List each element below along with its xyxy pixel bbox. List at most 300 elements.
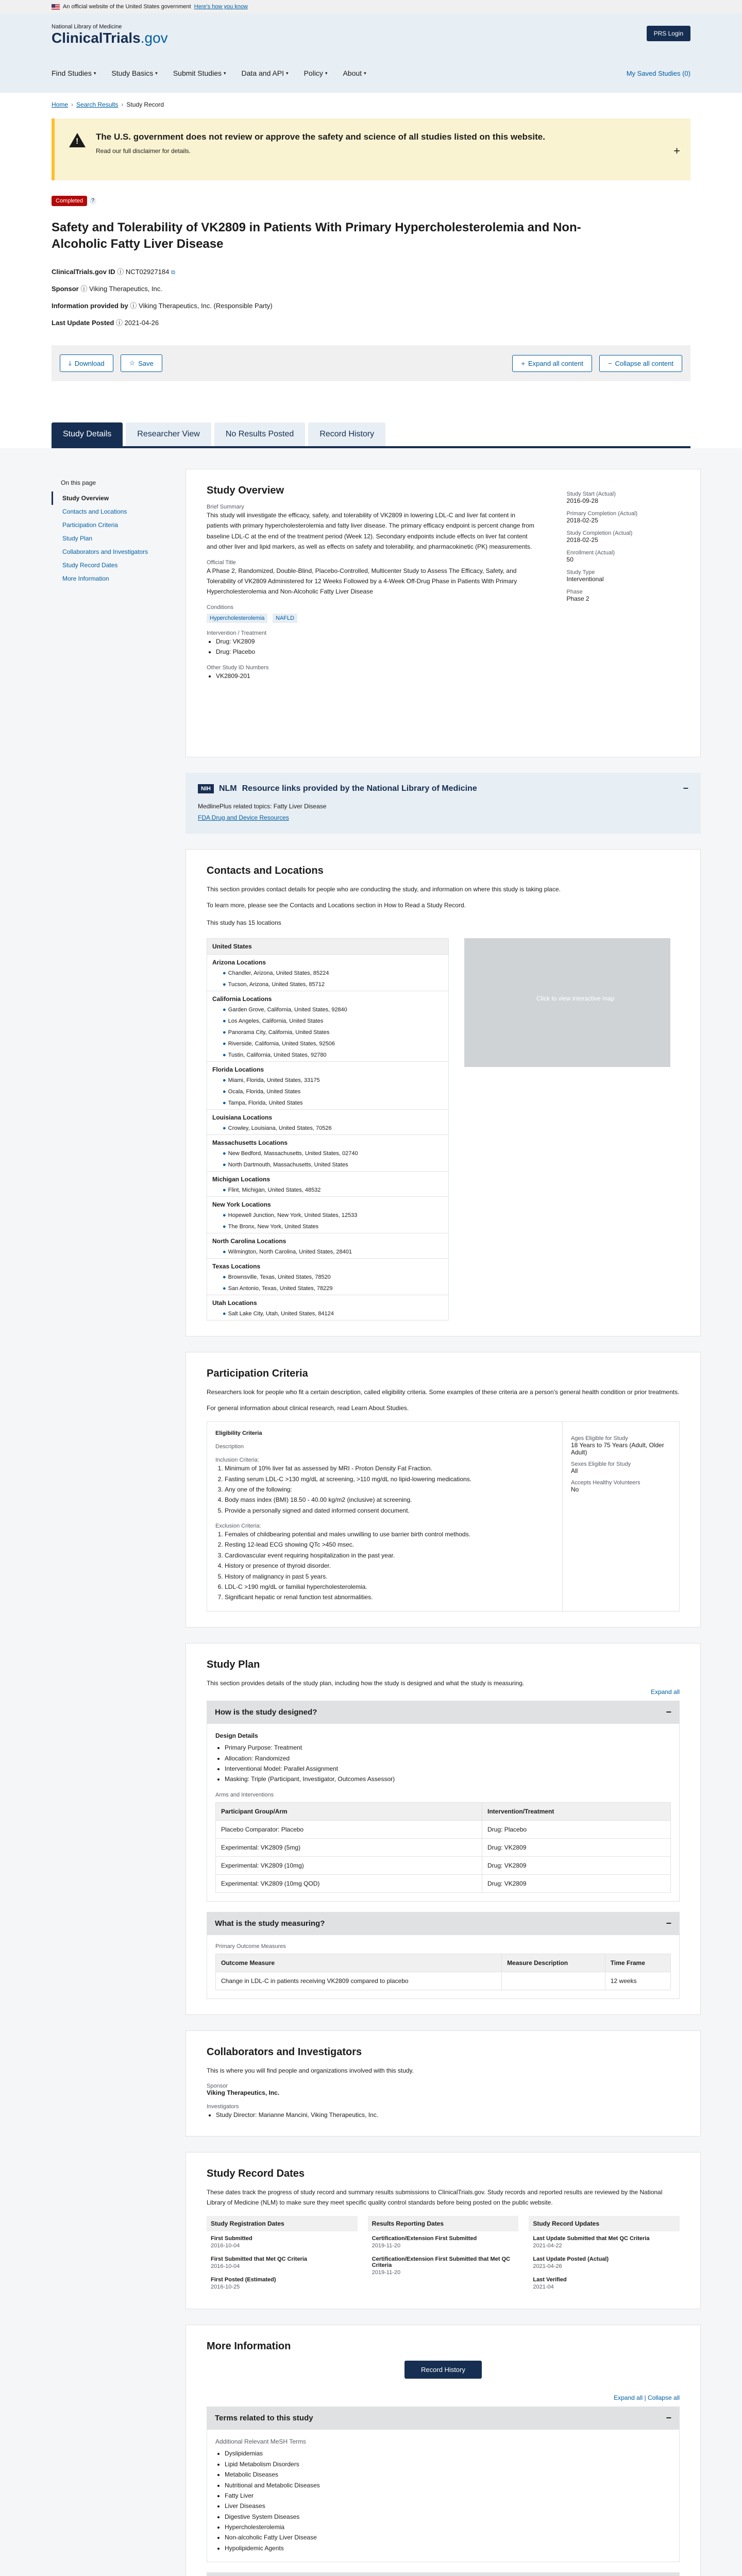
list-item[interactable] bbox=[207, 1210, 448, 1222]
table-row bbox=[216, 1874, 671, 1892]
list-item: • Metabolic Diseases bbox=[225, 2469, 671, 2480]
medlineplus-line: MedlinePlus related topics: Fatty Liver Disease bbox=[198, 803, 327, 810]
exclusion-list bbox=[215, 1529, 554, 1603]
location-pin-icon: ● bbox=[223, 1224, 226, 1230]
alert-title: The U.S. government does not review or approve the safety and science of all studies listed on this website. bbox=[96, 132, 545, 142]
tab-study-details[interactable]: Study Details bbox=[52, 422, 123, 446]
date-label: Certification/Extension First Submitted bbox=[372, 2235, 477, 2242]
brief-summary-label: Brief Summary bbox=[207, 504, 244, 510]
table-row bbox=[216, 1820, 671, 1838]
nav-submit-studies[interactable] bbox=[173, 69, 226, 77]
date-label: Last Update Submitted that Met QC Criteria bbox=[533, 2235, 650, 2242]
location-pin-icon: ● bbox=[223, 1249, 226, 1256]
list-item: 7. Significant hepatic or renal function test abnormalities. bbox=[225, 1592, 554, 1602]
contacts-learn: To learn more, please see the Contacts and Locations section in How to Read a Study Record. bbox=[207, 901, 466, 909]
tab-no-results[interactable]: No Results Posted bbox=[214, 422, 306, 446]
list-item[interactable] bbox=[207, 1016, 448, 1027]
last-update-label: Last Update Posted bbox=[52, 318, 114, 327]
study-overview-section bbox=[185, 469, 701, 757]
side-nav-more-info[interactable]: More Information bbox=[62, 575, 109, 582]
column-header: Study Registration Dates bbox=[207, 2216, 358, 2231]
list-item[interactable] bbox=[207, 1098, 448, 1109]
fact-label: Study Start (Actual) bbox=[566, 491, 616, 497]
other-ids-label: Other Study ID Numbers bbox=[207, 664, 269, 671]
accordion-title: What is the study measuring? bbox=[215, 1919, 325, 1928]
page-title: Safety and Tolerability of VK2809 in Patients With Primary Hypercholesterolemia and Non-Alcoholic Fatty Liver Disease bbox=[52, 221, 581, 251]
location-pin-icon: ● bbox=[223, 1162, 226, 1168]
fact-value: 2018-02-25 bbox=[566, 536, 598, 544]
breadcrumb-current: Study Record bbox=[126, 101, 164, 108]
country-label: United States bbox=[207, 939, 448, 954]
date-label: Last Verified bbox=[533, 2277, 567, 2283]
sponsor-value: Viking Therapeutics, Inc. bbox=[89, 284, 162, 293]
fact-label: Study Completion (Actual) bbox=[566, 530, 633, 536]
sponsor-label: Sponsor bbox=[207, 2083, 228, 2090]
fact-value: Interventional bbox=[566, 575, 604, 583]
side-nav-study-plan[interactable]: Study Plan bbox=[62, 535, 93, 542]
location-city: Hopewell Junction, New York, United States, 12533 bbox=[228, 1212, 358, 1219]
logo-main: ClinicalTrials bbox=[52, 30, 141, 46]
side-nav-study-overview[interactable]: Study Overview bbox=[52, 492, 170, 505]
condition-chip[interactable]: Hypercholesterolemia bbox=[207, 614, 267, 623]
last-update-value: 2021-04-26 bbox=[124, 318, 159, 327]
collaborators-section bbox=[185, 2030, 701, 2137]
primary-outcome-label: Primary Outcome Measures bbox=[215, 1943, 286, 1950]
conditions-label: Conditions bbox=[207, 604, 233, 611]
more-info-section: More Information Record History Expand all | Collapse all Terms related to this study − Additional Relevant MeSH Terms • Dyslipidemias • Lipid Metabolism Disorders • Metabolic Diseases • Nutritional and Metabolic Diseases • Fatty Liver • Liver Diseases • Digestive System Diseases • Hypercholesterolemia • Non-alcoholic Fatty Liver Disease • Hypolipidemic Agents bbox=[185, 2325, 701, 2576]
table-cell: Experimental: VK2809 (10mg) bbox=[216, 1856, 482, 1874]
eligibility-side-label: Sexes Eligible for Study bbox=[571, 1461, 631, 1468]
nav-label: Data and API bbox=[241, 69, 284, 77]
location-state: California Locations bbox=[207, 991, 448, 1005]
arms-table bbox=[215, 1802, 671, 1893]
list-item[interactable] bbox=[207, 1272, 448, 1283]
measuring-accordion[interactable] bbox=[207, 1912, 680, 1935]
location-city: Los Angeles, California, United States bbox=[228, 1018, 324, 1025]
table-cell: Change in LDL-C in patients receiving VK2809 compared to placebo bbox=[216, 1972, 502, 1990]
terms-body bbox=[207, 2430, 680, 2562]
list-item: • Drug: Placebo bbox=[216, 647, 536, 657]
collapse-icon: − bbox=[666, 1707, 671, 1718]
list-item[interactable] bbox=[207, 1075, 448, 1087]
nav-label: Policy bbox=[303, 69, 323, 77]
study-plan-section bbox=[185, 1643, 701, 2015]
on-page-heading: On this page bbox=[61, 479, 96, 486]
location-city: Garden Grove, California, United States, 92840 bbox=[228, 1007, 347, 1013]
list-item[interactable] bbox=[207, 1123, 448, 1134]
record-dates-column bbox=[368, 2216, 519, 2293]
date-label: First Submitted that Met QC Criteria bbox=[211, 2256, 308, 2263]
location-city: Brownsville, Texas, United States, 78520 bbox=[228, 1274, 331, 1281]
location-state: Arizona Locations bbox=[207, 954, 448, 968]
location-pin-icon: ● bbox=[223, 1150, 226, 1157]
copy-icon[interactable]: ⧉ bbox=[171, 269, 175, 276]
list-item: • Masking: Triple (Participant, Investigator, Outcomes Assessor) bbox=[225, 1774, 671, 1784]
info-provided-line bbox=[52, 300, 690, 310]
location-pin-icon: ● bbox=[223, 1274, 226, 1281]
study-id: NCT02927184 bbox=[125, 267, 170, 276]
nlm-mark: NLM bbox=[218, 784, 237, 793]
record-history-button[interactable]: Record History bbox=[404, 2361, 482, 2379]
list-item: 1. Females of childbearing potential and males unwilling to use barrier birth control methods. bbox=[225, 1529, 554, 1539]
table-cell: Experimental: VK2809 (10mg QOD) bbox=[216, 1874, 482, 1892]
date-label: Certification/Extension First Submitted that Met QC Criteria bbox=[372, 2256, 510, 2269]
column-header: Participant Group/Arm bbox=[216, 1802, 482, 1820]
section-heading: Study Plan bbox=[207, 1658, 260, 1670]
list-item: • Hypolipidemic Agents bbox=[225, 2543, 671, 2553]
location-city: Flint, Michigan, United States, 48532 bbox=[228, 1187, 321, 1194]
list-item: • Non-alcoholic Fatty Liver Disease bbox=[225, 2532, 671, 2543]
logo-suffix: .gov bbox=[140, 30, 168, 46]
expand-all-link[interactable]: Expand all bbox=[614, 2394, 643, 2402]
fact-value: 2016-09-28 bbox=[566, 497, 598, 504]
expand-icon[interactable]: + bbox=[673, 144, 680, 157]
inclusion-list bbox=[215, 1463, 554, 1516]
terms-label: Additional Relevant MeSH Terms bbox=[215, 2438, 306, 2446]
list-item: • Nutritional and Metabolic Diseases bbox=[225, 2480, 671, 2490]
location-city: Miami, Florida, United States, 33175 bbox=[228, 1077, 320, 1084]
nav-data-api[interactable] bbox=[242, 69, 289, 77]
section-heading: More Information bbox=[207, 2341, 291, 2352]
heres-how-link[interactable]: Here's how you know bbox=[194, 4, 248, 10]
list-item: • Fatty Liver bbox=[225, 2490, 671, 2501]
study-plan-intro: This section provides details of the study plan, including how the study is designed and what the study is measuring. bbox=[207, 1679, 525, 1687]
measuring-accordion-body bbox=[207, 1935, 680, 1999]
location-city: Riverside, California, United States, 92506 bbox=[228, 1041, 335, 1047]
side-nav-participation[interactable]: Participation Criteria bbox=[62, 521, 119, 529]
study-id-line bbox=[52, 266, 690, 276]
ipd-accordion[interactable] bbox=[207, 2572, 680, 2576]
eligibility-side-label: Accepts Healthy Volunteers bbox=[571, 1480, 640, 1486]
location-city: North Dartmouth, Massachusetts, United States bbox=[228, 1162, 348, 1168]
alert-body: Read our full disclaimer for details. bbox=[96, 147, 191, 155]
list-item[interactable] bbox=[207, 1247, 448, 1258]
design-accordion[interactable] bbox=[207, 1701, 680, 1724]
location-pin-icon: ● bbox=[223, 1077, 226, 1084]
nih-logo: NIH bbox=[198, 784, 214, 793]
list-item[interactable] bbox=[207, 1148, 448, 1160]
nav-find-studies[interactable] bbox=[52, 69, 96, 77]
list-item[interactable] bbox=[207, 1005, 448, 1016]
location-city: The Bronx, New York, United States bbox=[228, 1224, 319, 1230]
official-title-label: Official Title bbox=[207, 559, 236, 566]
list-item[interactable] bbox=[207, 1222, 448, 1233]
sponsor-value: Viking Therapeutics, Inc. bbox=[207, 2089, 280, 2097]
list-item: • Allocation: Randomized bbox=[225, 1753, 671, 1764]
location-city: Tustin, California, United States, 92780 bbox=[228, 1052, 327, 1059]
exclusion-label: Exclusion Criteria: bbox=[215, 1523, 261, 1530]
nav-label: About bbox=[343, 69, 362, 77]
condition-chip[interactable]: NAFLD bbox=[273, 614, 297, 623]
map-note: Click to view interactive map bbox=[536, 995, 615, 1003]
location-state: North Carolina Locations bbox=[207, 1233, 448, 1247]
location-pin-icon: ● bbox=[223, 1311, 226, 1317]
date-label: First Submitted bbox=[211, 2235, 252, 2242]
sponsor-line bbox=[52, 283, 690, 293]
warning-icon bbox=[69, 133, 86, 147]
chevron-down-icon: ▾ bbox=[325, 70, 328, 76]
fact-value: Phase 2 bbox=[566, 595, 589, 602]
nav-label: Find Studies bbox=[52, 69, 92, 77]
side-nav-record-dates[interactable]: Study Record Dates bbox=[62, 562, 118, 569]
table-cell: Drug: Placebo bbox=[482, 1820, 671, 1838]
date-value: 2019-11-20 bbox=[372, 2269, 401, 2276]
list-item: 4. Body mass index (BMI) 18.50 - 40.00 kg/m2 (inclusive) at screening. bbox=[225, 1495, 554, 1505]
info-icon: ⓘ bbox=[80, 284, 88, 293]
list-item: • Digestive System Diseases bbox=[225, 2512, 671, 2522]
eligibility-side-value: All bbox=[571, 1467, 578, 1475]
location-pin-icon: ● bbox=[223, 1212, 226, 1219]
collab-intro: This is where you will find people and organizations involved with this study. bbox=[207, 2066, 414, 2074]
intervention-list bbox=[207, 636, 536, 657]
eligibility-side-value: No bbox=[571, 1486, 579, 1494]
location-pin-icon: ● bbox=[223, 1052, 226, 1059]
location-city: Chandler, Arizona, United States, 85224 bbox=[228, 970, 329, 977]
list-item[interactable] bbox=[207, 1160, 448, 1171]
list-item: 2. Resting 12-lead ECG showing QTc >450 msec. bbox=[225, 1539, 554, 1550]
description-label: Description bbox=[215, 1444, 244, 1450]
list-item: • Liver Diseases bbox=[225, 2501, 671, 2511]
list-item[interactable] bbox=[207, 979, 448, 991]
location-city: Salt Lake City, Utah, United States, 84124 bbox=[228, 1311, 334, 1317]
location-pin-icon: ● bbox=[223, 1041, 226, 1047]
list-item: 6. LDL-C >190 mg/dL or familial hypercholesterolemia. bbox=[225, 1582, 554, 1592]
list-item: • VK2809-201 bbox=[216, 671, 536, 681]
save-button[interactable] bbox=[121, 354, 162, 372]
location-pin-icon: ● bbox=[223, 970, 226, 977]
study-header bbox=[0, 180, 742, 448]
list-item: • Interventional Model: Parallel Assignment bbox=[225, 1764, 671, 1774]
other-ids-list bbox=[207, 671, 536, 681]
eligibility-side-label: Ages Eligible for Study bbox=[571, 1435, 628, 1442]
location-state: Louisiana Locations bbox=[207, 1109, 448, 1123]
chevron-right-icon: › bbox=[71, 101, 74, 108]
column-header: Results Reporting Dates bbox=[368, 2216, 519, 2231]
last-update-line bbox=[52, 317, 690, 327]
list-item: • Drug: VK2809 bbox=[216, 636, 536, 647]
list-item: • Lipid Metabolism Disorders bbox=[225, 2459, 671, 2469]
resource-title: Resource links provided by the National Library of Medicine bbox=[242, 784, 477, 793]
content-area bbox=[0, 448, 742, 2576]
table-row bbox=[216, 1838, 671, 1856]
breadcrumb bbox=[0, 93, 742, 116]
side-nav-contacts[interactable]: Contacts and Locations bbox=[62, 508, 127, 515]
download-label: Download bbox=[74, 359, 105, 367]
table-cell: Drug: VK2809 bbox=[482, 1856, 671, 1874]
record-dates-column bbox=[207, 2216, 358, 2293]
download-button[interactable] bbox=[60, 354, 113, 372]
record-dates-column bbox=[529, 2216, 680, 2293]
date-value: 2021-04-22 bbox=[533, 2243, 562, 2249]
list-item[interactable] bbox=[207, 1087, 448, 1098]
list-item[interactable] bbox=[207, 1283, 448, 1295]
on-page-nav bbox=[52, 479, 170, 585]
bookmark-icon: ☆ bbox=[129, 359, 136, 367]
resource-links-panel bbox=[185, 773, 701, 834]
official-title: A Phase 2, Randomized, Double-Blind, Placebo-Controlled, Multicenter Study to Assess The Efficacy, Safety, and Tolerability of VK2809 Administered for 12 Weeks Followed by a 4-Week Off-Drug Phase in Patients With Primary Hypercholesterolemia and Non-Alcoholic Fatty Liver Disease bbox=[207, 567, 517, 596]
list-item[interactable] bbox=[207, 968, 448, 979]
terms-list bbox=[215, 2448, 671, 2553]
participation-general: For general information about clinical research, read Learn About Studies. bbox=[207, 1404, 409, 1412]
design-list bbox=[215, 1742, 671, 1785]
sponsor-label: Sponsor bbox=[52, 284, 79, 293]
location-city: San Antonio, Texas, United States, 78229 bbox=[228, 1285, 333, 1292]
action-bar bbox=[52, 345, 690, 381]
chevron-down-icon: ▾ bbox=[224, 70, 226, 76]
fact-value: 2018-02-25 bbox=[566, 517, 598, 524]
list-item: 5. History of malignancy in past 5 years. bbox=[225, 1571, 554, 1582]
location-state: Massachusetts Locations bbox=[207, 1134, 448, 1148]
list-item: 3. Cardiovascular event requiring hospitalization in the past year. bbox=[225, 1550, 554, 1561]
locations-list bbox=[207, 938, 449, 1320]
fact-label: Enrollment (Actual) bbox=[566, 550, 615, 556]
download-icon: ⤓ bbox=[69, 359, 72, 367]
location-state: Michigan Locations bbox=[207, 1171, 448, 1185]
collapse-all-link[interactable]: Collapse all bbox=[647, 2394, 680, 2402]
minus-icon: − bbox=[608, 359, 612, 367]
table-cell: Experimental: VK2809 (5mg) bbox=[216, 1838, 482, 1856]
location-pin-icon: ● bbox=[223, 1100, 226, 1107]
participation-intro: Researchers look for people who fit a certain description, called eligibility criteria. Some examples of these criteria are a person's general health condition or prior treatments. bbox=[207, 1388, 680, 1396]
info-label: Information provided by bbox=[52, 301, 128, 310]
gov-banner bbox=[0, 0, 742, 13]
record-dates-columns bbox=[207, 2216, 680, 2293]
date-value: 2021-04-26 bbox=[533, 2263, 562, 2270]
date-label: First Posted (Estimated) bbox=[211, 2277, 276, 2283]
brand bbox=[52, 13, 690, 46]
list-item[interactable] bbox=[207, 1185, 448, 1196]
info-icon: ⓘ bbox=[115, 318, 123, 327]
chevron-down-icon: ▾ bbox=[155, 70, 158, 76]
table-cell: Drug: VK2809 bbox=[482, 1874, 671, 1892]
column-header: Time Frame bbox=[605, 1954, 670, 1972]
list-item[interactable] bbox=[207, 1027, 448, 1039]
section-heading: Collaborators and Investigators bbox=[207, 2046, 362, 2058]
list-item: 1. Minimum of 10% liver fat as assessed by MRI - Proton Density Fat Fraction. bbox=[225, 1463, 554, 1473]
section-heading: Contacts and Locations bbox=[207, 865, 324, 877]
info-icon: ⓘ bbox=[117, 267, 124, 276]
fact-label: Phase bbox=[566, 589, 583, 595]
breadcrumb-home[interactable]: Home bbox=[52, 101, 69, 108]
id-label: ClinicalTrials.gov ID bbox=[52, 267, 115, 276]
nav-policy[interactable] bbox=[304, 69, 328, 77]
chevron-down-icon: ▾ bbox=[286, 70, 289, 76]
site-logo[interactable] bbox=[52, 30, 690, 46]
record-dates-intro: These dates track the progress of study record and summary results submissions to ClinicalTrials.gov. Study records and reported results are reviewed by the National Library of Medicine (NLM) to make sure they meet specific quality control standards before being posted on the public website. bbox=[207, 2188, 663, 2206]
location-pin-icon: ● bbox=[223, 1285, 226, 1292]
collapse-icon: − bbox=[666, 2413, 671, 2424]
location-state: Utah Locations bbox=[207, 1295, 448, 1309]
location-pin-icon: ● bbox=[223, 1018, 226, 1025]
table-row bbox=[216, 1972, 671, 1990]
list-item[interactable] bbox=[207, 1039, 448, 1050]
nav-label: Study Basics bbox=[111, 69, 154, 77]
chevron-down-icon: ▾ bbox=[364, 70, 366, 76]
location-pin-icon: ● bbox=[223, 1187, 226, 1194]
list-item: 2. Fasting serum LDL-C >130 mg/dL at screening, >110 mg/dL no lipid-lowering medications. bbox=[225, 1474, 554, 1484]
date-value: 2019-11-20 bbox=[372, 2243, 401, 2249]
collapse-all-button[interactable] bbox=[599, 355, 682, 372]
design-label: Design Details bbox=[215, 1732, 258, 1740]
prs-login-button[interactable]: PRS Login bbox=[647, 26, 690, 41]
intervention-label: Intervention / Treatment bbox=[207, 630, 267, 636]
table-cell bbox=[502, 1972, 605, 1990]
site-header bbox=[0, 13, 742, 93]
main-column bbox=[185, 469, 701, 2576]
fda-resources-link[interactable]: FDA Drug and Device Resources bbox=[198, 814, 289, 821]
list-item: 3. Any one of the following: bbox=[225, 1484, 554, 1495]
tab-researcher-view[interactable]: Researcher View bbox=[126, 422, 211, 446]
participation-criteria-section bbox=[185, 1352, 701, 1627]
fact-value: 50 bbox=[566, 556, 574, 563]
location-state: Texas Locations bbox=[207, 1258, 448, 1272]
date-label: Last Update Posted (Actual) bbox=[533, 2256, 609, 2263]
section-heading: Study Overview bbox=[207, 485, 284, 496]
list-item[interactable] bbox=[207, 1050, 448, 1061]
location-city: Ocala, Florida, United States bbox=[228, 1089, 301, 1095]
list-item: • Hypercholesterolemia bbox=[225, 2522, 671, 2532]
fact-label: Primary Completion (Actual) bbox=[566, 511, 638, 517]
location-pin-icon: ● bbox=[223, 1029, 226, 1036]
plus-icon: + bbox=[521, 359, 525, 367]
outcome-table bbox=[215, 1954, 671, 1990]
column-header: Outcome Measure bbox=[216, 1954, 502, 1972]
nav-study-basics[interactable] bbox=[111, 69, 157, 77]
terms-accordion[interactable] bbox=[207, 2406, 680, 2430]
location-city: Crowley, Louisiana, United States, 70526 bbox=[228, 1125, 332, 1132]
location-pin-icon: ● bbox=[223, 1125, 226, 1132]
location-city: Tucson, Arizona, United States, 85712 bbox=[228, 981, 325, 988]
tab-record-history[interactable]: Record History bbox=[308, 422, 385, 446]
collapse-icon[interactable]: − bbox=[683, 783, 688, 793]
column-header: Study Record Updates bbox=[529, 2216, 680, 2231]
list-item: • Study Director: Marianne Mancini, Viking Therapeutics, Inc. bbox=[216, 2110, 680, 2120]
help-icon[interactable]: ? bbox=[89, 197, 96, 205]
study-facts bbox=[567, 485, 680, 681]
disclaimer-alert bbox=[52, 118, 690, 180]
column-header: Intervention/Treatment bbox=[482, 1802, 671, 1820]
nav-about[interactable] bbox=[343, 69, 366, 77]
location-city: Panorama City, California, United States bbox=[228, 1029, 330, 1036]
accordion-title: How is the study designed? bbox=[215, 1708, 317, 1717]
accordion-title: Terms related to this study bbox=[215, 2414, 313, 2423]
chevron-right-icon: › bbox=[121, 101, 124, 108]
column-header: Measure Description bbox=[502, 1954, 605, 1972]
info-value: Viking Therapeutics, Inc. (Responsible Party) bbox=[139, 301, 273, 310]
collapse-icon: − bbox=[666, 1918, 671, 1928]
saved-studies-link[interactable]: My Saved Studies (0) bbox=[626, 69, 690, 77]
nav-label: Submit Studies bbox=[173, 69, 222, 77]
section-heading: Participation Criteria bbox=[207, 1368, 308, 1380]
status-badge bbox=[52, 196, 87, 206]
location-pin-icon: ● bbox=[223, 1089, 226, 1095]
expand-all-button[interactable] bbox=[512, 355, 592, 372]
location-state: Florida Locations bbox=[207, 1061, 448, 1075]
breadcrumb-search-results[interactable]: Search Results bbox=[76, 101, 119, 108]
table-cell: 12 weeks bbox=[605, 1972, 670, 1990]
list-item[interactable] bbox=[207, 1309, 448, 1320]
inclusion-label: Inclusion Criteria: bbox=[215, 1457, 259, 1464]
list-item: • Primary Purpose: Treatment bbox=[225, 1742, 671, 1753]
expand-all-link[interactable]: Expand all bbox=[650, 1688, 680, 1696]
investigators-label: Investigators bbox=[207, 2104, 239, 2110]
locations-map[interactable] bbox=[464, 938, 670, 1067]
contacts-intro: This section provides contact details for people who are conducting the study, and information on where this study is taking place. bbox=[207, 886, 561, 893]
save-label: Save bbox=[138, 359, 154, 367]
nlm-label: National Library of Medicine bbox=[52, 24, 122, 30]
table-cell: Placebo Comparator: Placebo bbox=[216, 1820, 482, 1838]
side-nav-collaborators[interactable]: Collaborators and Investigators bbox=[62, 548, 148, 555]
